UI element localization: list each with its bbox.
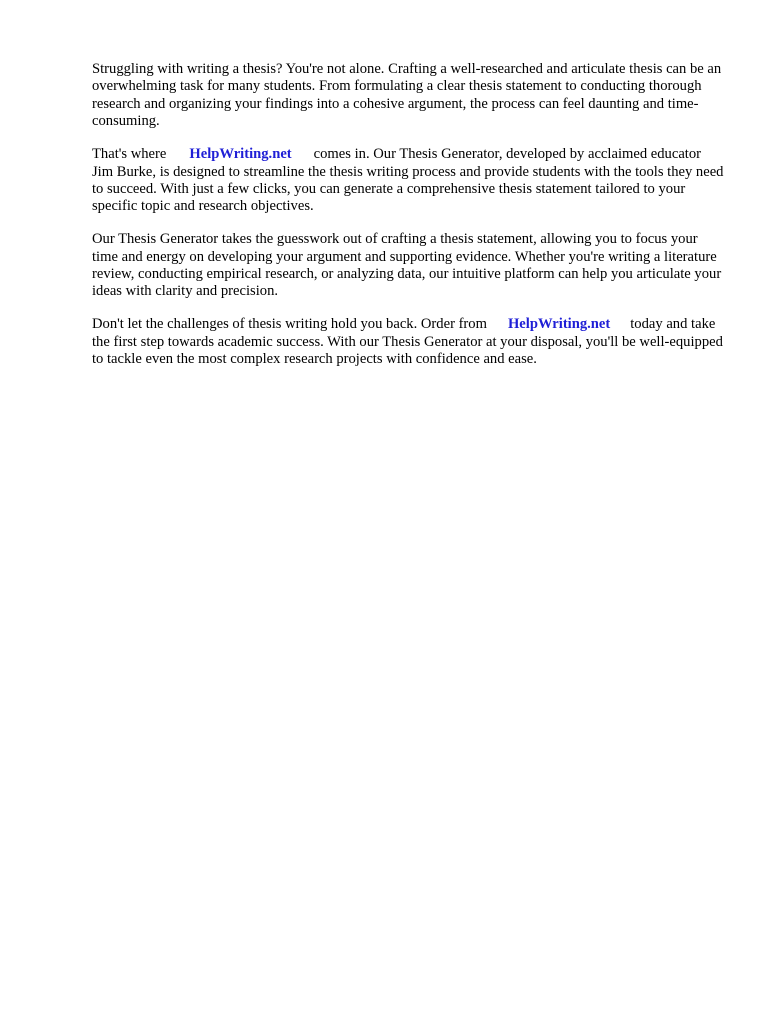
- helpwriting-link[interactable]: HelpWriting.net: [189, 146, 292, 163]
- paragraph-thesis-generator: [92, 146, 724, 216]
- paragraph-intro: Struggling with writing a thesis? You're not alone. Crafting a well-researched and articulate thesis can be an overwhelming task for many students. From formulating a clear thesis statement to conducting thorough research and organizing your findings into a cohesive argument, the process can feel daunting and time-consuming.: [92, 61, 722, 130]
- document-page: [92, 61, 724, 384]
- paragraph-benefits: Our Thesis Generator takes the guesswork out of crafting a thesis statement, allowing you to focus your time and energy on developing your argument and supporting evidence. Whether you're writing a literature review, conducting empirical research, or analyzing data, our intuitive platform can help you articulate your ideas with clarity and precision.: [92, 231, 722, 300]
- paragraph-text-after-link: comes in. Our Thesis Generator, developed by acclaimed educator Jim Burke, is designed to streamline the thesis writing process and provide students with the tools they need to succeed. With just a few clicks, you can generate a comprehensive thesis statement tailored to your specific topic and research objectives.: [92, 146, 724, 215]
- paragraph-text-after-link: today and take the first step towards academic success. With our Thesis Generator at your disposal, you'll be well-equipped to tackle even the most complex research projects with confidence and ease.: [92, 316, 723, 368]
- paragraph-call-to-action: [92, 316, 724, 368]
- helpwriting-order-link[interactable]: HelpWriting.net: [507, 316, 611, 333]
- paragraph-text-before-link: Don't let the challenges of thesis writing hold you back. Order from: [92, 316, 487, 333]
- paragraph-text-before-link: That's where: [92, 146, 167, 163]
